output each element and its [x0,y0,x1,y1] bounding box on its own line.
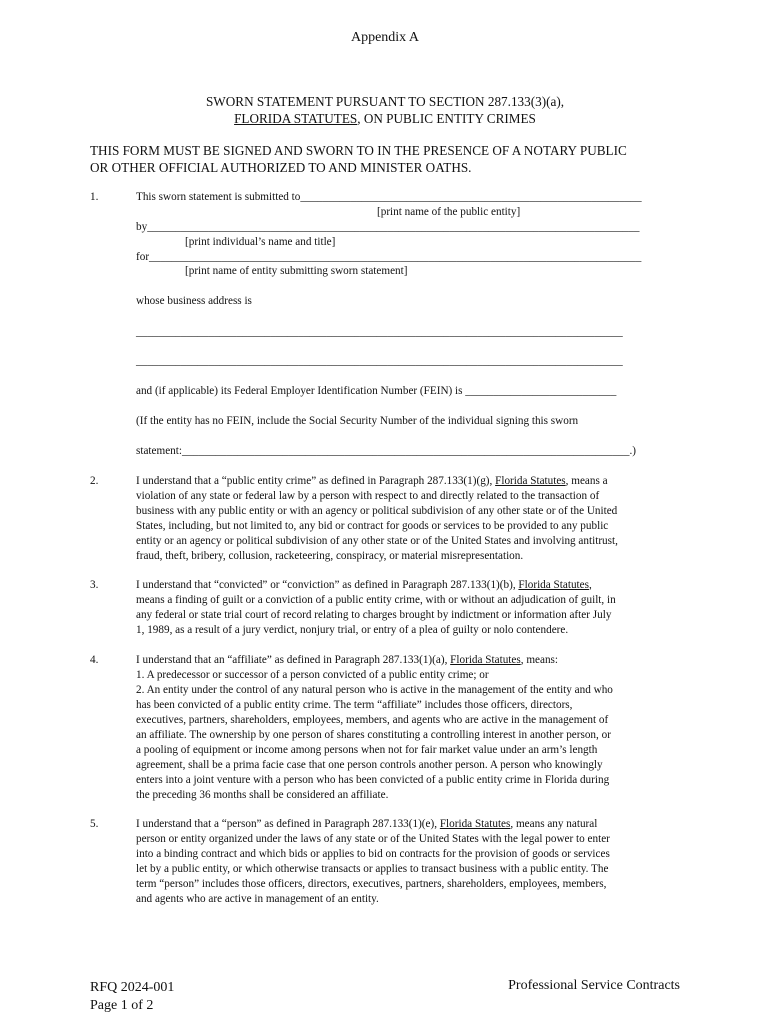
statement-heading [0,93,770,127]
address-line-1-field[interactable]: _______________________________________________________________________________________ [136,326,623,338]
item-4-line: an affiliate. The ownership by one person of shares constituting a controlling interest in another person, or [136,729,611,741]
florida-statutes-ref: Florida Statutes [439,818,511,830]
item-5-line: term “person” includes those officers, directors, executives, partners, shareholders, employees, members, [136,878,607,890]
item-5-paragraph [136,817,681,907]
item-2-text: , means a [565,475,608,487]
item-2-line: violation of any state or federal law by a person with respect to and directly related to the transaction of [136,490,600,502]
item-5-line: let by a public entity, or which otherwise transacts or applies to transact business with a public entity. The [136,863,609,875]
item-2-paragraph [136,474,681,564]
item-5-text: I understand that a “person” as defined in Paragraph 287.133(1)(e), [136,818,440,830]
notice-line-1: THIS FORM MUST BE SIGNED AND SWORN TO IN THE PRESENCE OF A NOTARY PUBLIC [90,143,627,158]
item-3-number: 3. [90,579,99,591]
florida-statutes-ref: Florida Statutes [450,654,521,666]
item-2-line: business with any public entity or with an agency or political subdivision of any other state or of the United [136,505,618,517]
item-4-line: has been convicted of a public entity crime. The term “affiliate” includes those officers, directors, [136,699,573,711]
florida-statutes-ref: Florida Statutes [495,475,566,487]
florida-statutes-ref: Florida Statutes [518,579,589,591]
item-3-text: , [588,579,592,591]
statement-field[interactable]: statement:________________________________________________________________________________.) [136,445,637,457]
hint-individual-name: [print individual’s name and title] [185,236,336,248]
submitted-to-field[interactable]: This sworn statement is submitted to_____________________________________________________________ [136,191,642,203]
footer-page-number: Page 1 of 2 [90,998,154,1013]
item-5-text: , means any natural [510,818,598,830]
item-2-text: I understand that a “public entity crime” as defined in Paragraph 287.133(1)(g), [136,475,496,487]
hint-submitting-entity: [print name of entity submitting sworn statement] [185,265,408,277]
florida-statutes-link: FLORIDA STATUTES [234,111,358,126]
item-4-line: enters into a joint venture with a person who has been convicted of a public entity crime in Florida during [136,774,610,786]
item-4-text: I understand that an “affiliate” as defined in Paragraph 287.133(1)(a), [136,654,451,666]
address-line-2-field[interactable]: _______________________________________________________________________________________ [136,355,623,367]
heading-line-1: SWORN STATEMENT PURSUANT TO SECTION 287.133(3)(a), [205,94,565,109]
item-4-line: agreement, shall be a prima facie case that one person controls another person. A person who knowingly [136,759,603,771]
heading-line-2-rest: , ON PUBLIC ENTITY CRIMES [357,111,536,126]
item-4-line: executives, partners, shareholders, employees, members, and agents who are active in the management of [136,714,609,726]
item-4-number: 4. [90,654,99,666]
item-2-line: entity or an agency or political subdivision of any other state or of the United States and involving antitrust, [136,535,618,547]
item-5-number: 5. [90,818,99,830]
item-5-line: person or entity organized under the laws of any state or of the United States with the legal power to enter [136,833,610,845]
item-3-paragraph [136,578,681,638]
item-3-text: I understand that “convicted” or “conviction” as defined in Paragraph 287.133(1)(b), [136,579,519,591]
item-2-line: States, including, but not limited to, any bid or contract for goods or services to be provided to any public [136,520,609,532]
item-3-line: 1, 1989, as a result of a jury verdict, nonjury trial, or entry of a plea of guilty or nolo contendere. [136,624,569,636]
item-4-line: a pooling of equipment or income among persons when not for fair market value under an arm’s length [136,744,598,756]
item-5-line: into a binding contract and which bids or applies to bid on contracts for the provision of goods or services [136,848,610,860]
business-address-label: whose business address is [136,295,252,307]
for-field[interactable]: for________________________________________________________________________________________ [136,251,642,263]
hint-public-entity: [print name of the public entity] [377,206,521,218]
item-5-line: and agents who are active in management of an entity. [136,893,379,905]
item-2-number: 2. [90,475,99,487]
ssn-note: (If the entity has no FEIN, include the Social Security Number of the individual signing this sworn [136,415,579,427]
footer-contract-type: Professional Service Contracts [508,978,680,993]
footer-rfq-number: RFQ 2024-001 [90,980,175,995]
by-field[interactable]: by________________________________________________________________________________________ [136,221,640,233]
item-4-text: , means: [520,654,559,666]
item-3-line: means a finding of guilt or a conviction of a public entity crime, with or without an adjudication of guilt, in [136,594,616,606]
fein-field[interactable]: and (if applicable) its Federal Employer Identification Number (FEIN) is ___________________________ [136,385,617,397]
item-1-number: 1. [90,191,99,203]
item-3-line: any federal or state trial court of record relating to charges brought by indictment or information after July [136,609,612,621]
item-4-line: 1. A predecessor or successor of a person convicted of a public entity crime; or [136,669,489,681]
notary-notice [90,142,627,176]
item-4-line: 2. An entity under the control of any natural person who is active in the management of the entity and who [136,684,613,696]
item-4-line: the preceding 36 months shall be considered an affiliate. [136,789,389,801]
item-4-paragraph [136,653,681,803]
appendix-title: Appendix A [350,30,420,45]
heading-line-2 [0,110,770,127]
notice-line-2: OR OTHER OFFICIAL AUTHORIZED TO AND MINISTER OATHS. [90,160,472,175]
item-2-line: fraud, theft, bribery, collusion, racketeering, conspiracy, or material misrepresentation. [136,550,524,562]
